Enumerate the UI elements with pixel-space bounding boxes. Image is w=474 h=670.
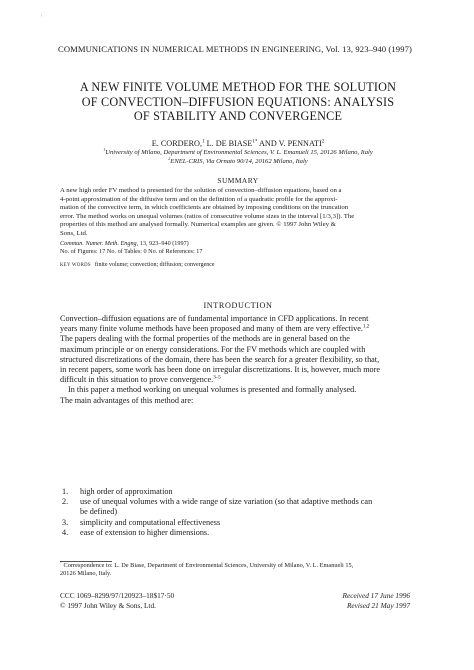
list-text: use of unequal volumes with a wide range of size variation (so that adaptive methods can xyxy=(80,497,373,507)
citation-block xyxy=(60,240,202,256)
journal-reference xyxy=(60,240,202,248)
list-number: 4. xyxy=(62,527,69,537)
body-text: years many finite volume methods have been proposed and many of them are very effective. xyxy=(60,324,363,334)
list-item xyxy=(60,487,420,497)
copyright-block xyxy=(60,591,174,611)
list-number: 1. xyxy=(62,487,69,496)
keywords-text: finite volume; convection; diffusion; convergence xyxy=(94,262,215,268)
abstract-line: properties of this method are analysed formally. Numerical examples are given. © 1997 John Wiley & xyxy=(60,221,336,229)
body-line: structured discretizations of the domain, there has been the search for a greater flexibility, so that, xyxy=(60,354,380,364)
body-line xyxy=(60,375,420,385)
reference-marker: 1,2 xyxy=(362,323,370,330)
introduction-body xyxy=(60,314,420,406)
list-text: simplicity and computational effectiveness xyxy=(80,517,221,527)
body-line: maximum principle or on energy considerations. For the FV methods which are coupled with xyxy=(60,344,366,354)
corner-mark: ʿ xyxy=(40,14,43,23)
list-text: high order of approximation xyxy=(80,487,173,496)
affiliation-marker: 1 xyxy=(103,146,106,152)
author-name: AND V. PENNATI xyxy=(257,139,322,148)
abstract-line: 4-point approximation of the diffusive term and on the definition of a quadratic profile for the approxi- xyxy=(60,195,338,203)
affiliation-text: ENEL-CRIS, Via Ornato 90/14, 20162 Milano, Italy xyxy=(170,157,308,165)
footnote xyxy=(60,562,420,578)
body-line: The main advantages of this method are: xyxy=(60,395,194,405)
list-number: 3. xyxy=(62,517,69,527)
list-item xyxy=(60,497,420,507)
footnote-star: * xyxy=(60,560,62,565)
author-name: E. CORDERO, xyxy=(151,139,203,148)
affiliation-marker: 2 xyxy=(321,138,325,145)
journal-header: COMMUNICATIONS IN NUMERICAL METHODS IN ENGINEERING, Vol. 13, 923–940 (1997) xyxy=(58,44,412,54)
paper-title xyxy=(52,80,424,124)
figure-table-counts: No. of Figures: 17 No. of Tables: 0 No. of References: 17 xyxy=(60,248,203,255)
abstract-line: error. The method works on unequal volumes (ratios of consecutive volume sizes in the interval [1/3,3]). The xyxy=(60,212,355,220)
title-line: A NEW FINITE VOLUME METHOD FOR THE SOLUTION xyxy=(79,80,397,94)
affiliation-marker: 1 xyxy=(202,138,205,145)
ccc-code: CCC 1069–8299/97/120923–18$17·50 xyxy=(60,591,175,600)
title-line: OF CONVECTION–DIFFUSION EQUATIONS: ANALYSIS xyxy=(81,94,395,109)
received-date: Received 17 June 1996 xyxy=(342,591,410,600)
body-line xyxy=(60,324,420,334)
list-continuation: be defined) xyxy=(80,507,118,517)
author-list xyxy=(60,139,416,148)
affiliations xyxy=(60,146,416,166)
list-item xyxy=(60,518,420,528)
body-text: difficult in this situation to prove convergence. xyxy=(60,375,214,385)
abstract-line: Sons, Ltd. xyxy=(60,229,88,237)
list-text: ease of extension to higher dimensions. xyxy=(80,527,210,537)
keywords-label: KEY WORDS xyxy=(60,263,91,268)
footnote-text: Correspondence to: L. De Biase, Department of Environmental Sciences, University of Milano, V. L. Emanueli 15, xyxy=(61,562,354,569)
copyright-line: © 1997 John Wiley & Sons, Ltd. xyxy=(60,601,156,610)
affiliation-text: University of Milano, Department of Environmental Sciences, V. L. Emanueli 15, 20126 Milano, Italy xyxy=(105,149,373,156)
dates-block xyxy=(280,591,410,611)
revised-date: Revised 21 May 1997 xyxy=(346,601,410,610)
author-name: L. DE BIASE xyxy=(204,139,253,148)
affiliation-marker: 2 xyxy=(168,155,171,161)
advantages-list xyxy=(60,487,420,538)
body-line: in recent papers, some work has been done on irregular discretizations. It is, however, much more xyxy=(60,365,381,375)
footnote-line: 20126 Milano, Italy. xyxy=(60,570,112,578)
footnote-line xyxy=(60,562,420,570)
abstract-line: A new high order FV method is presented for the solution of convection–diffusion equations, based on a xyxy=(60,187,342,194)
affiliation-line xyxy=(60,155,416,167)
affiliation-marker: 1* xyxy=(252,138,258,145)
title-line: OF STABILITY AND CONVERGENCE xyxy=(133,109,343,123)
introduction-heading: INTRODUCTION xyxy=(203,301,273,310)
reference-marker: 3–5 xyxy=(213,374,221,381)
list-item xyxy=(60,528,420,538)
summary-heading: SUMMARY xyxy=(217,176,259,185)
body-line: Convection–diffusion equations are of fundamental importance in CFD applications. In recent xyxy=(60,314,369,323)
keywords-line xyxy=(60,262,215,268)
abstract-line: mation of the convective term, in which coefficients are obtained by imposing conditions on the truncation xyxy=(60,204,349,212)
summary-abstract xyxy=(60,187,420,238)
list-number: 2. xyxy=(62,497,69,507)
body-line: In this paper a method working on unequal volumes is presented and formally analysed. xyxy=(68,385,357,395)
body-line: The papers dealing with the formal properties of the methods are in general based on the xyxy=(60,334,350,344)
volume-pages: 13, 923–940 (1997) xyxy=(138,240,189,247)
journal-abbrev: Commun. Numer. Meth. Engng, xyxy=(60,240,139,247)
